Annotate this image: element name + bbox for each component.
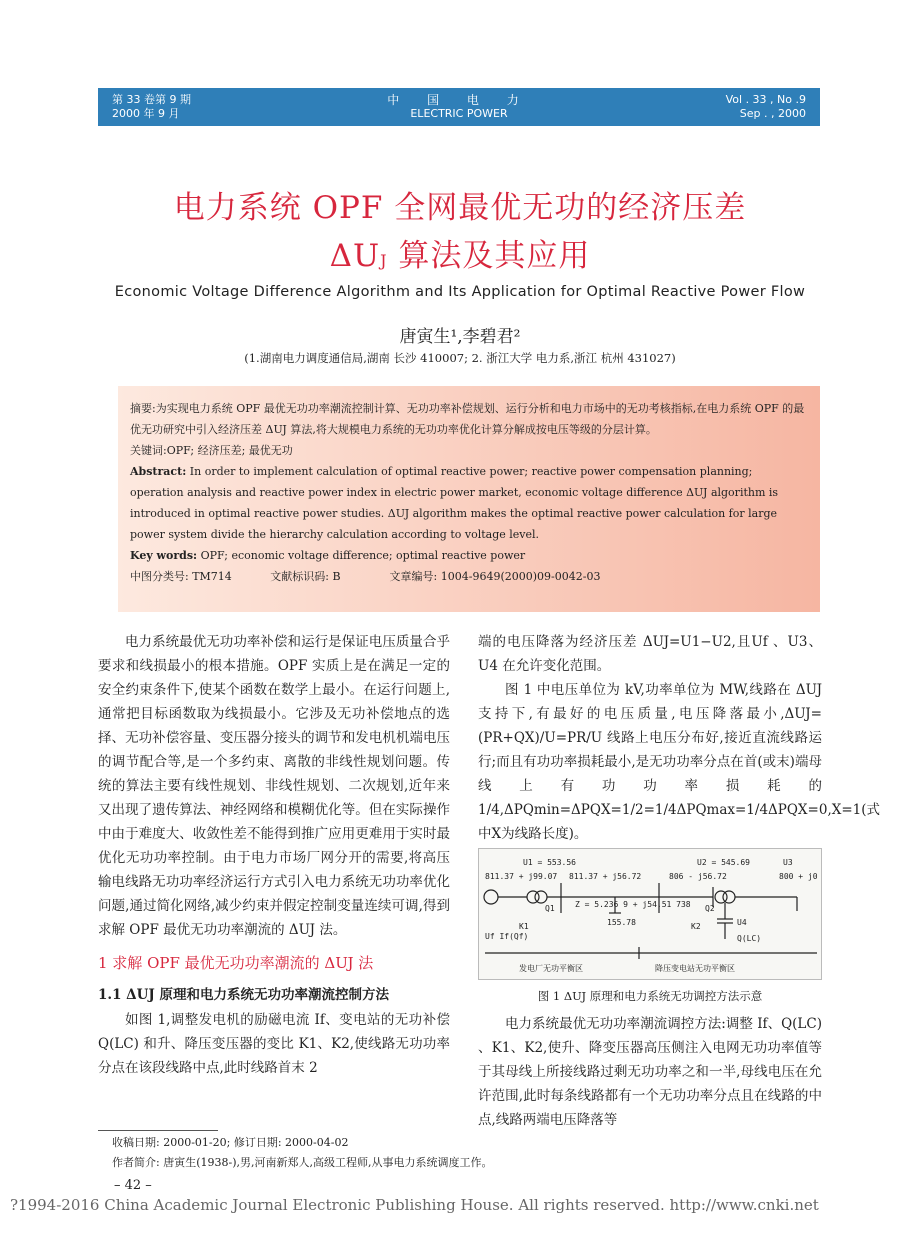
label-p-left: 811.37 + j99.07 bbox=[485, 872, 558, 881]
right-column-top bbox=[478, 630, 881, 846]
transformer-k2-b bbox=[723, 891, 735, 903]
label-u4: U4 bbox=[737, 918, 747, 927]
label-q-mid: 155.78 bbox=[607, 918, 636, 927]
generator-symbol bbox=[484, 890, 498, 904]
issue-info: 第 33 卷第 9 期 2000 年 9 月 bbox=[112, 93, 191, 120]
keywords-en: Key words: OPF; economic voltage difference; optimal reactive power bbox=[130, 549, 526, 562]
author-bio: 作者简介: 唐寅生(1938-),男,河南新郑人,高级工程师,从事电力系统调度工作。 bbox=[112, 1156, 493, 1169]
label-u3: U3 bbox=[783, 858, 793, 867]
transformer-k1-b bbox=[535, 891, 547, 903]
right-column-bottom bbox=[478, 1012, 822, 1132]
subsection-1-1-heading: 1.1 ΔUJ 原理和电力系统无功功率潮流控制方法 bbox=[98, 987, 390, 1003]
volume-info: Vol . 33 , No .9 Sep . , 2000 bbox=[725, 93, 806, 120]
paper-title-line1: 电力系统 OPF 全网最优无功的经济压差 bbox=[173, 190, 747, 226]
classification-line: 中图分类号: TM714 文献标识码: B 文章编号: 1004-9649(2000)09-0042-03 bbox=[130, 570, 601, 583]
label-p-right: 806 - j56.72 bbox=[669, 872, 727, 881]
label-u2: U2 = 545.69 bbox=[697, 858, 750, 867]
abstract-en: Abstract: In order to implement calculation of optimal reactive power; reactive power compensation planning; operation analysis and reactive power index in electric power market, economic voltage difference ΔUJ algorithm is introduced in optimal reactive power studies. ΔUJ algorithm makes the optimal reactive power calculation for large power system divide the hierarchy calculation according to voltage level. bbox=[130, 465, 779, 541]
paragraph-figure-desc: 图 1 中电压单位为 kV,功率单位为 MW,线路在 ΔUJ 支持下,有最好的电压质量,电压降落最小,ΔUJ=(PR+QX)/U=PR/U 线路上电压分布好,接近直流线路运行;而且有功功率损耗最小,是无功功率分点在首(或末)端母线上有功功率损耗的 1/4,ΔPQmin=ΔPQX=1/2=1/4ΔPQmax=1/4ΔPQX=0,X=1(式中X为线路长度)。 bbox=[478, 682, 881, 842]
keywords-cn: 关键词:OPF; 经济压差; 最优无功 bbox=[130, 444, 293, 457]
journal-name: 中 国 电 力 ELECTRIC POWER bbox=[387, 93, 531, 120]
abstract-cn: 摘要:为实现电力系统 OPF 最优无功功率潮流控制计算、无功功率补偿规划、运行分析和电力市场中的无功考核指标,在电力系统 OPF 的最优无功研究中引入经济压差 ΔUJ 算法,将大规模电力系统的无功功率优化计算分解成按电压等级的分层计算。 bbox=[130, 402, 805, 436]
label-k1: K1 bbox=[519, 922, 529, 931]
zone-right-label: 降压变电站无功平衡区 bbox=[655, 964, 735, 973]
label-q2: Q2 bbox=[705, 904, 715, 913]
affiliation: (1.湖南电力调度通信局,湖南 长沙 410007; 2. 浙江大学 电力系,浙江 杭州 431027) bbox=[244, 351, 676, 365]
paragraph-1-1: 如图 1,调整发电机的励磁电流 If、变电站的无功补偿 Q(LC) 和升、降压变压器的变比 K1、K2,使线路无功功率分点在该段线路中点,此时线路首末 2 bbox=[98, 1012, 450, 1076]
received-date: 收稿日期: 2000-01-20; 修订日期: 2000-04-02 bbox=[112, 1136, 349, 1149]
label-p-load: 800 + j0 bbox=[779, 872, 818, 881]
paper-title-line2: ΔUJ 算法及其应用 bbox=[329, 238, 591, 274]
figure-1 bbox=[478, 848, 822, 980]
label-qlc: Q(LC) bbox=[737, 934, 762, 943]
footnote-rule bbox=[98, 1130, 218, 1131]
label-u1: U1 = 553.56 bbox=[523, 858, 576, 867]
journal-header-banner bbox=[98, 88, 820, 126]
left-column bbox=[98, 630, 450, 1080]
copyright-line: ?1994-2016 China Academic Journal Electronic Publishing House. All rights reserved. http://www.cnki.net bbox=[10, 1196, 819, 1214]
english-title: Economic Voltage Difference Algorithm and Its Application for Optimal Reactive Power Flow bbox=[114, 284, 806, 300]
label-k2: K2 bbox=[691, 922, 701, 931]
figure-1-caption: 图 1 ΔUJ 原理和电力系统无功调控方法示意 bbox=[537, 989, 763, 1003]
paragraph-continuation: 端的电压降落为经济压差 ΔUJ=U1−U2,且Uf 、U3、U4 在允许变化范围。 bbox=[478, 634, 822, 674]
paragraph-control-method: 电力系统最优无功功率潮流调控方法:调整 If、Q(LC) 、K1、K2,使升、降变压器高压侧注入电网无功功率值等于其母线上所接线路过剩无功功率之和一半,母线电压在允许范围,此时每条线路都有一个无功功率分点且在线路的中点,线路两端电压降落等 bbox=[478, 1016, 822, 1128]
label-uf: Uf If(Qf) bbox=[485, 932, 529, 941]
page-number: – 42 – bbox=[114, 1178, 152, 1193]
abstract-box bbox=[118, 386, 820, 612]
label-p-mid: 811.37 + j56.72 bbox=[569, 872, 642, 881]
label-z: Z = 5.236 9 + j54.51 738 bbox=[575, 900, 691, 909]
authors: 唐寅生¹,李碧君² bbox=[399, 327, 521, 347]
label-q1: Q1 bbox=[545, 904, 555, 913]
section-1-heading: 1 求解 OPF 最优无功功率潮流的 ΔUJ 法 bbox=[98, 954, 374, 972]
intro-paragraph: 电力系统最优无功功率补偿和运行是保证电压质量合乎要求和线损最小的根本措施。OPF 实质上是在满足一定的安全约束条件下,使某个函数在数学上最小。在运行问题上,通常把目标函数取为线损最小。它涉及无功补偿地点的选择、无功补偿容量、变压器分接头的调节和发电机机端电压的调节配合等,是一个多约束、离散的非线性规划问题。传统的算法主要有线性规划、非线性规划、二次规划,近年来又出现了遗传算法、神经网络和模糊优化等。但在实际操作中由于难度大、收敛性差不能得到推广应用更难用于实时最优化无功功率控制。由于电力市场厂网分开的需要,将高压输电线路无功功率经济运行方式引入电力系统无功功率优化问题,通过简化网络,减少约束并假定控制变量连续可调,得到求解 OPF 最优无功功率潮流的 ΔUJ 法。 bbox=[98, 634, 450, 938]
circuit-diagram bbox=[479, 849, 823, 981]
zone-left-label: 发电厂无功平衡区 bbox=[519, 964, 583, 973]
